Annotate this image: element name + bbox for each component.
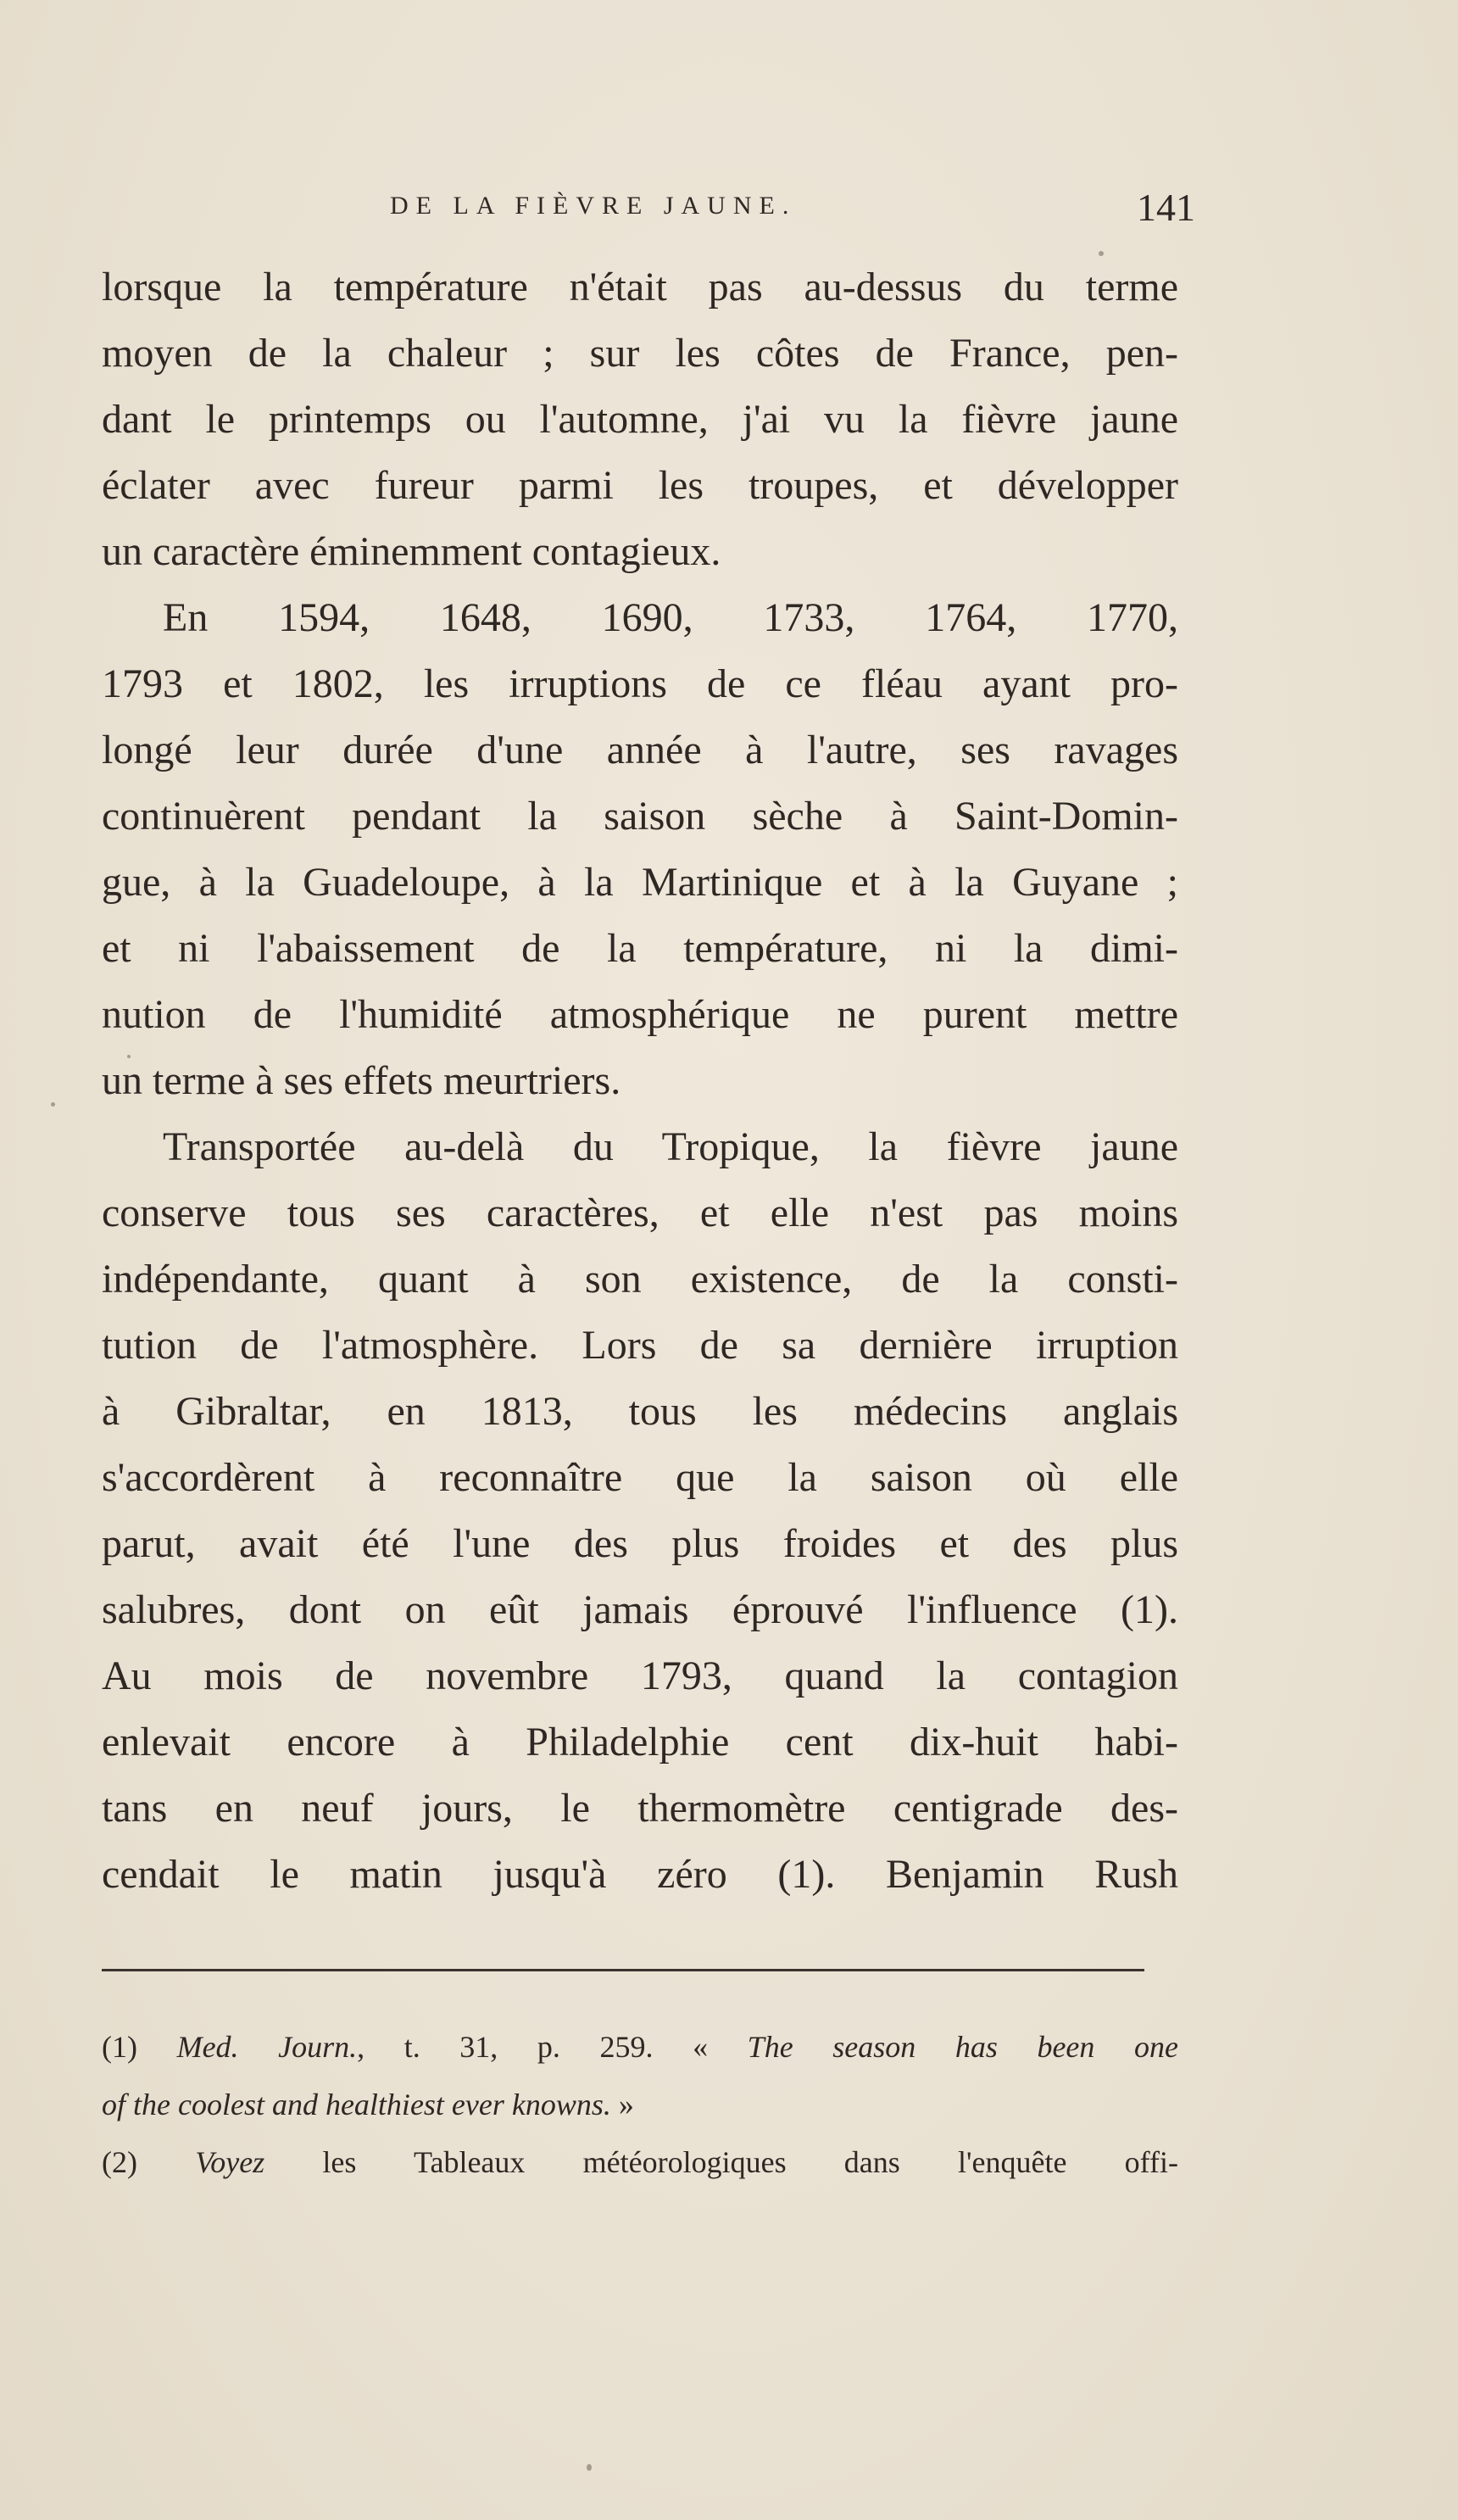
paper-speck [587, 2464, 592, 2471]
footnote-quote: of the coolest and healthiest ever knowns. [102, 2088, 611, 2121]
text-line: enlevait encore à Philadelphie cent dix-huit habi- [102, 1720, 1178, 1765]
text-line: continuèrent pendant la saison sèche à Saint-Domin- [102, 794, 1178, 839]
footnote-1-line-2 [102, 2076, 1178, 2133]
page-number: 141 [1137, 186, 1195, 229]
text-line: s'accordèrent à reconnaître que la saison où elle [102, 1455, 1178, 1500]
running-head [102, 185, 1195, 236]
footnote-divider [102, 1969, 1144, 1971]
text-line: salubres, dont on eût jamais éprouvé l'influence (1). [102, 1587, 1178, 1632]
text-line: longé leur durée d'une année à l'autre, ses ravages [102, 728, 1178, 772]
text-line: conserve tous ses caractères, et elle n'est pas moins [102, 1190, 1178, 1235]
text-line: moyen de la chaleur ; sur les côtes de France, pen- [102, 331, 1178, 376]
text-line: lorsque la température n'était pas au-dessus du terme [102, 265, 1178, 309]
footnote-reference-detail: , t. 31, p. 259. « [357, 2030, 709, 2064]
text-line: et ni l'abaissement de la température, ni la dimi- [102, 926, 1178, 971]
text-line: gue, à la Guadeloupe, à la Martinique et à la Guyane ; [102, 860, 1178, 905]
text-line: à Gibraltar, en 1813, tous les médecins anglais [102, 1389, 1178, 1434]
footnote-marker: (2) [102, 2145, 137, 2179]
paragraph-2 [102, 585, 1178, 1114]
text-line: nution de l'humidité atmosphérique ne purent mettre [102, 992, 1178, 1037]
text-line: cendait le matin jusqu'à zéro (1). Benjamin Rush [102, 1852, 1178, 1897]
paper-speck [1099, 251, 1104, 256]
text-line: indépendante, quant à son existence, de la consti- [102, 1257, 1178, 1302]
body-text [102, 254, 1178, 1908]
text-line: parut, avait été l'une des plus froides et des plus [102, 1521, 1178, 1566]
footnote-reference: Med. Journ. [176, 2030, 358, 2064]
text-line: Au mois de novembre 1793, quand la contagion [102, 1653, 1178, 1698]
text-line: tans en neuf jours, le thermomètre centigrade des- [102, 1786, 1178, 1831]
text-line: dant le printemps ou l'automne, j'ai vu la fièvre jaune [102, 397, 1178, 442]
paper-speck [127, 1055, 131, 1058]
text-line: 1793 et 1802, les irruptions de ce fléau ayant pro- [102, 661, 1178, 706]
paper-speck [51, 1102, 55, 1107]
footnote-marker: (1) [102, 2030, 137, 2064]
footnotes [102, 2018, 1178, 2191]
text-line: tution de l'atmosphère. Lors de sa dernière irruption [102, 1323, 1178, 1368]
footnote-quote: The season has been one [747, 2030, 1178, 2064]
footnote-quote-close: » [618, 2088, 634, 2121]
running-title: DE LA FIÈVRE JAUNE. [390, 192, 797, 220]
footnote-2-line-1 [102, 2133, 1178, 2191]
text-line: En 1594, 1648, 1690, 1733, 1764, 1770, [163, 595, 1178, 640]
footnote-text: les Tableaux météorologiques dans l'enquête offi- [322, 2145, 1178, 2179]
footnote-1-line-1 [102, 2018, 1178, 2076]
paragraph-3 [102, 1114, 1178, 1908]
text-line: éclater avec fureur parmi les troupes, et développer [102, 463, 1178, 508]
text-line: un caractère éminemment contagieux. [102, 529, 721, 574]
footnote-italic-word: Voyez [195, 2145, 265, 2179]
paragraph-1 [102, 254, 1178, 585]
text-line: un terme à ses effets meurtriers. [102, 1058, 621, 1103]
text-line: Transportée au-delà du Tropique, la fièvre jaune [163, 1124, 1178, 1169]
